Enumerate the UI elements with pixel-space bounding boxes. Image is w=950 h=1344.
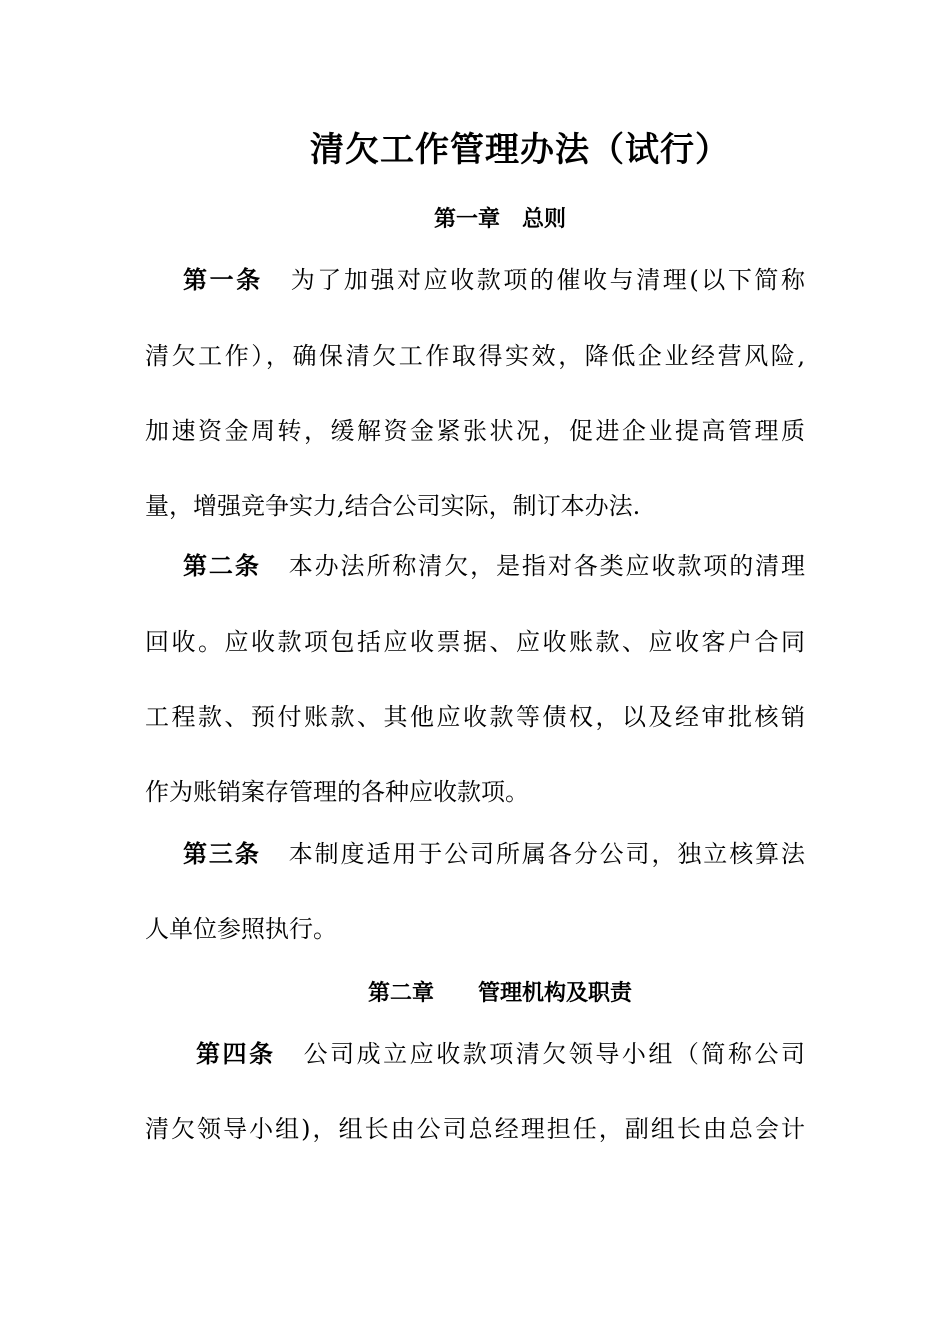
article-3-line-1 <box>183 836 805 872</box>
article-4-line-2: 清欠领导小组)，组长由公司总经理担任，副组长由总会计 <box>145 1115 805 1143</box>
article-text: 本制度适用于公司所属各分公司，独立核算法 <box>288 840 806 868</box>
article-2-line-3: 工程款、预付账款、其他应收款等债权，以及经审批核销 <box>145 703 805 731</box>
article-2-line-4: 作为账销案存管理的各种应收款项。 <box>145 778 529 806</box>
article-3-line-2: 人单位参照执行。 <box>145 915 337 943</box>
article-text: 本办法所称清欠，是指对各类应收款项的清理 <box>288 552 806 580</box>
chapter-heading: 第二章 管理机构及职责 <box>367 980 632 1006</box>
article-label: 第一条 <box>183 265 263 294</box>
article-2-line-1 <box>183 548 805 584</box>
article-label: 第四条 <box>196 1039 276 1068</box>
article-1-line-1 <box>183 262 805 298</box>
article-label: 第三条 <box>183 839 261 868</box>
article-label: 第二条 <box>183 551 261 580</box>
document-title: 清欠工作管理办法（试行） <box>310 130 730 170</box>
article-1-line-2: 清欠工作），确保清欠工作取得实效，降低企业经营风险, <box>145 342 805 370</box>
article-text: 为了加强对应收款项的催收与清理(以下简称 <box>290 266 805 294</box>
article-4-line-1 <box>196 1036 805 1072</box>
article-text: 公司成立应收款项清欠领导小组（简称公司 <box>303 1040 806 1068</box>
article-1-line-3: 加速资金周转，缓解资金紧张状况，促进企业提高管理质 <box>145 417 805 445</box>
article-2-line-2: 回收。应收款项包括应收票据、应收账款、应收客户合同 <box>145 628 805 656</box>
article-1-line-4: 量，增强竞争实力,结合公司实际，制订本办法. <box>145 492 641 520</box>
chapter-heading: 第一章 总则 <box>433 206 566 232</box>
